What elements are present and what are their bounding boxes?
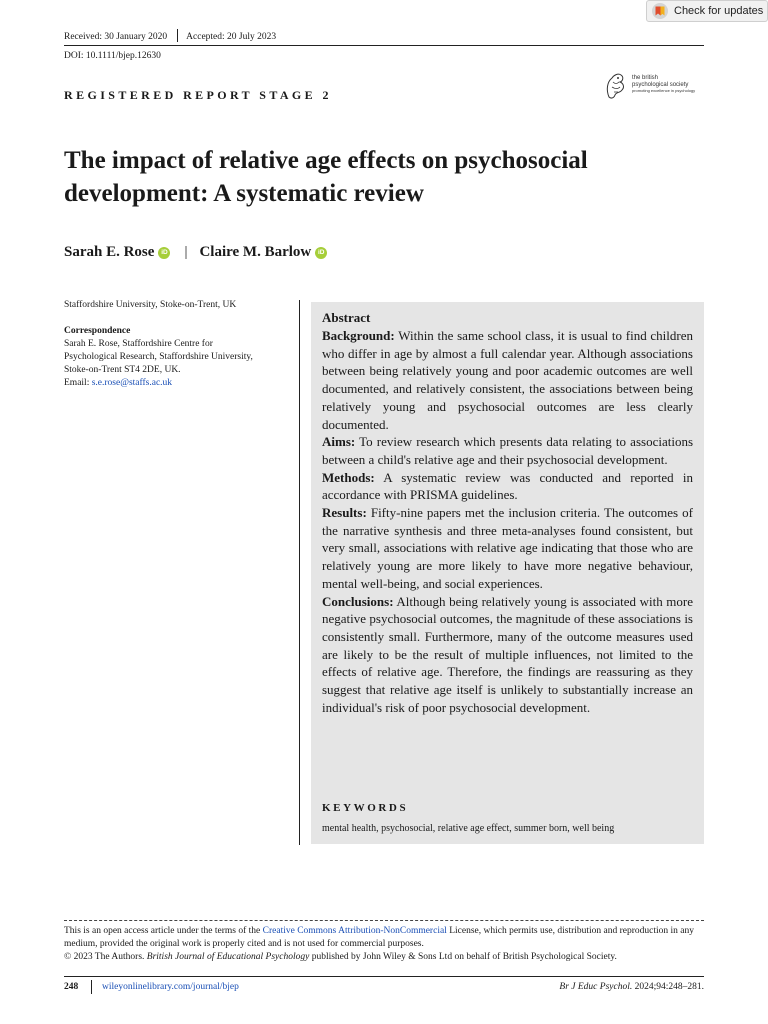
- abstract-label: Conclusions:: [322, 593, 394, 609]
- license-text-post: License, which permits use, distribution and reproduction in any medium, provided the original work is properly cited and is not used for commercial purposes.: [64, 926, 695, 949]
- author-list: [64, 244, 327, 261]
- copyright-text: © 2023 The Authors.: [64, 952, 145, 962]
- abstract-label: Results:: [322, 505, 367, 521]
- abstract-text: Fifty-nine papers met the inclusion criteria. The outcomes of the narrative synthesis and three meta-analyses found consistent, but very small, associations with relative age indicating that those who are relatively young are more likely to have more negative behaviour, mental well-being, and social experiences.: [322, 505, 693, 591]
- email-label: Email:: [64, 378, 90, 388]
- check-for-updates-icon: [651, 2, 669, 20]
- correspondence-line: Psychological Research, Staffordshire University,: [64, 352, 253, 362]
- bps-line3: promoting excellence in psychology: [632, 88, 696, 94]
- license-text-pre: This is an open access article under the terms of the: [64, 926, 261, 936]
- title-line-2: development: A systematic review: [64, 180, 424, 207]
- article-dates: [64, 29, 276, 42]
- license-notice: [64, 925, 704, 964]
- correspondence-line: Sarah E. Rose, Staffordshire Centre for: [64, 339, 213, 349]
- abstract-paragraph-methods: [322, 469, 693, 504]
- correspondence-line: Stoke-on-Trent ST4 2DE, UK.: [64, 365, 181, 375]
- bps-emblem-icon: [604, 70, 628, 100]
- abstract-paragraph-conclusions: [322, 593, 693, 717]
- citation-journal: Br J Educ Psychol.: [559, 982, 633, 992]
- journal-name: British Journal of Educational Psychology: [146, 952, 310, 962]
- abstract-text: A systematic review was conducted and reported in accordance with PRISMA guidelines.: [322, 469, 693, 503]
- doi[interactable]: DOI: 10.1111/bjep.12630: [64, 51, 161, 61]
- abstract-label: Background:: [322, 328, 395, 343]
- column-divider: [299, 300, 300, 845]
- abstract-paragraph-aims: [322, 433, 693, 468]
- orcid-icon[interactable]: iD: [315, 247, 327, 259]
- footer-dashed-rule: [64, 920, 704, 921]
- accepted-date: Accepted: 20 July 2023: [186, 32, 277, 42]
- license-link[interactable]: Creative Commons Attribution-NonCommercial: [262, 926, 447, 936]
- abstract-label: Aims:: [322, 434, 356, 450]
- journal-url-link[interactable]: wileyonlinelibrary.com/journal/bjep: [102, 982, 239, 992]
- correspondence-heading: Correspondence: [64, 326, 131, 336]
- abstract-box: [311, 302, 704, 844]
- author-separator: |: [184, 244, 188, 260]
- correspondence-block: [64, 325, 294, 390]
- publisher-text: published by John Wiley & Sons Ltd on behalf of British Psychological Society.: [311, 952, 617, 962]
- abstract-text: Within the same school class, it is usual to find children who differ in age by almost a full calendar year. Although associations between being relatively young and poor academic outcomes are well documented, and relatively consistent, the associations between being relatively young and psychosocial outcomes are less clearly documented.: [322, 328, 693, 432]
- footer-separator: [91, 980, 92, 994]
- date-separator: [177, 29, 178, 42]
- keywords-list: mental health, psychosocial, relative age effect, summer born, well being: [322, 823, 615, 834]
- keywords-heading: KEYWORDS: [322, 802, 409, 814]
- section-label: REGISTERED REPORT STAGE 2: [64, 88, 332, 102]
- citation: [559, 982, 704, 992]
- citation-details: 2024;94:248–281.: [634, 982, 704, 992]
- check-for-updates-button[interactable]: [646, 0, 768, 22]
- page-number: 248: [64, 982, 79, 992]
- received-date: Received: 30 January 2020: [64, 32, 168, 42]
- abstract-label: Methods:: [322, 469, 375, 485]
- footer-rule: [64, 976, 704, 977]
- bps-line1: the british: [632, 75, 659, 82]
- email-row: [64, 377, 294, 390]
- check-for-updates-label: Check for updates: [674, 5, 764, 17]
- abstract-paragraph-results: [322, 504, 693, 593]
- title-line-1: The impact of relative age effects on psychosocial: [64, 147, 588, 174]
- affiliation: Staffordshire University, Stoke-on-Trent, UK: [64, 300, 237, 310]
- orcid-icon[interactable]: iD: [158, 247, 170, 259]
- bps-logo: [604, 68, 710, 102]
- author-name[interactable]: Claire M. Barlow: [199, 244, 312, 260]
- bps-line2: psychological society: [632, 81, 689, 88]
- abstract-heading: Abstract: [322, 310, 371, 325]
- abstract-text: Although being relatively young is associated with more negative psychosocial outcomes, the magnitude of these associations is consistently small. Furthermore, many of the outcome measures used are likely to be the result of multiple influences, not limited to the effects of relative age. Therefore, the findings are reassuring as they suggest that relative age itself is unlikely to substantially increase an individual's risk of poor psychosocial development.: [322, 593, 693, 715]
- author-name[interactable]: Sarah E. Rose: [64, 244, 155, 260]
- abstract-text: To review research which presents data relating to associations between a child's relative age and their psychosocial development.: [322, 434, 693, 467]
- article-title: [64, 144, 704, 210]
- email-link[interactable]: s.e.rose@staffs.ac.uk: [91, 378, 173, 388]
- header-rule: [64, 45, 704, 46]
- abstract-paragraph-background: [322, 327, 693, 433]
